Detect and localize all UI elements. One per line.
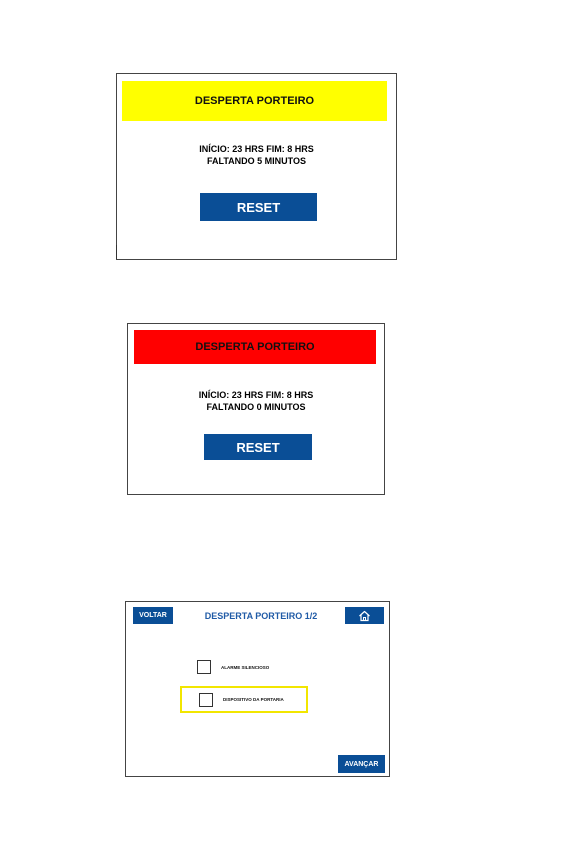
alarm-title-banner (134, 330, 376, 364)
home-button[interactable] (345, 607, 384, 624)
warning-remaining-text: FALTANDO 5 MINUTOS (207, 156, 306, 166)
silent-alarm-checkbox[interactable] (197, 660, 211, 674)
silent-alarm-label: ALARME SILENCIOSO (221, 664, 270, 670)
warning-schedule-text: INÍCIO: 23 HRS FIM: 8 HRS (199, 144, 314, 154)
settings-screen-panel (125, 601, 390, 777)
alarm-schedule-text: INÍCIO: 23 HRS FIM: 8 HRS (198, 390, 314, 400)
alarm-remaining-text: FALTANDO 0 MINUTOS (206, 402, 306, 412)
lobby-device-label: DISPOSITIVO DA PORTARIA (223, 697, 284, 702)
warning-reset-button[interactable]: RESET (200, 193, 317, 221)
option-silent-alarm[interactable] (197, 658, 307, 676)
warning-title-banner (122, 81, 387, 121)
option-lobby-device[interactable] (180, 686, 308, 713)
warning-title: DESPERTA PORTEIRO (194, 95, 315, 107)
settings-title: DESPERTA PORTEIRO 1/2 (204, 610, 318, 621)
alarm-title: DESPERTA PORTEIRO (195, 341, 315, 353)
alarm-reset-button[interactable]: RESET (204, 434, 312, 460)
alarm-screen-panel (127, 323, 385, 495)
next-button[interactable]: AVANÇAR (338, 755, 385, 773)
warning-info (117, 143, 396, 167)
home-icon (358, 610, 371, 622)
back-button[interactable]: VOLTAR (133, 607, 173, 624)
panel-edge-mark (116, 245, 117, 259)
warning-screen-panel (116, 73, 397, 260)
lobby-device-checkbox[interactable] (199, 693, 213, 707)
alarm-info (128, 389, 384, 413)
